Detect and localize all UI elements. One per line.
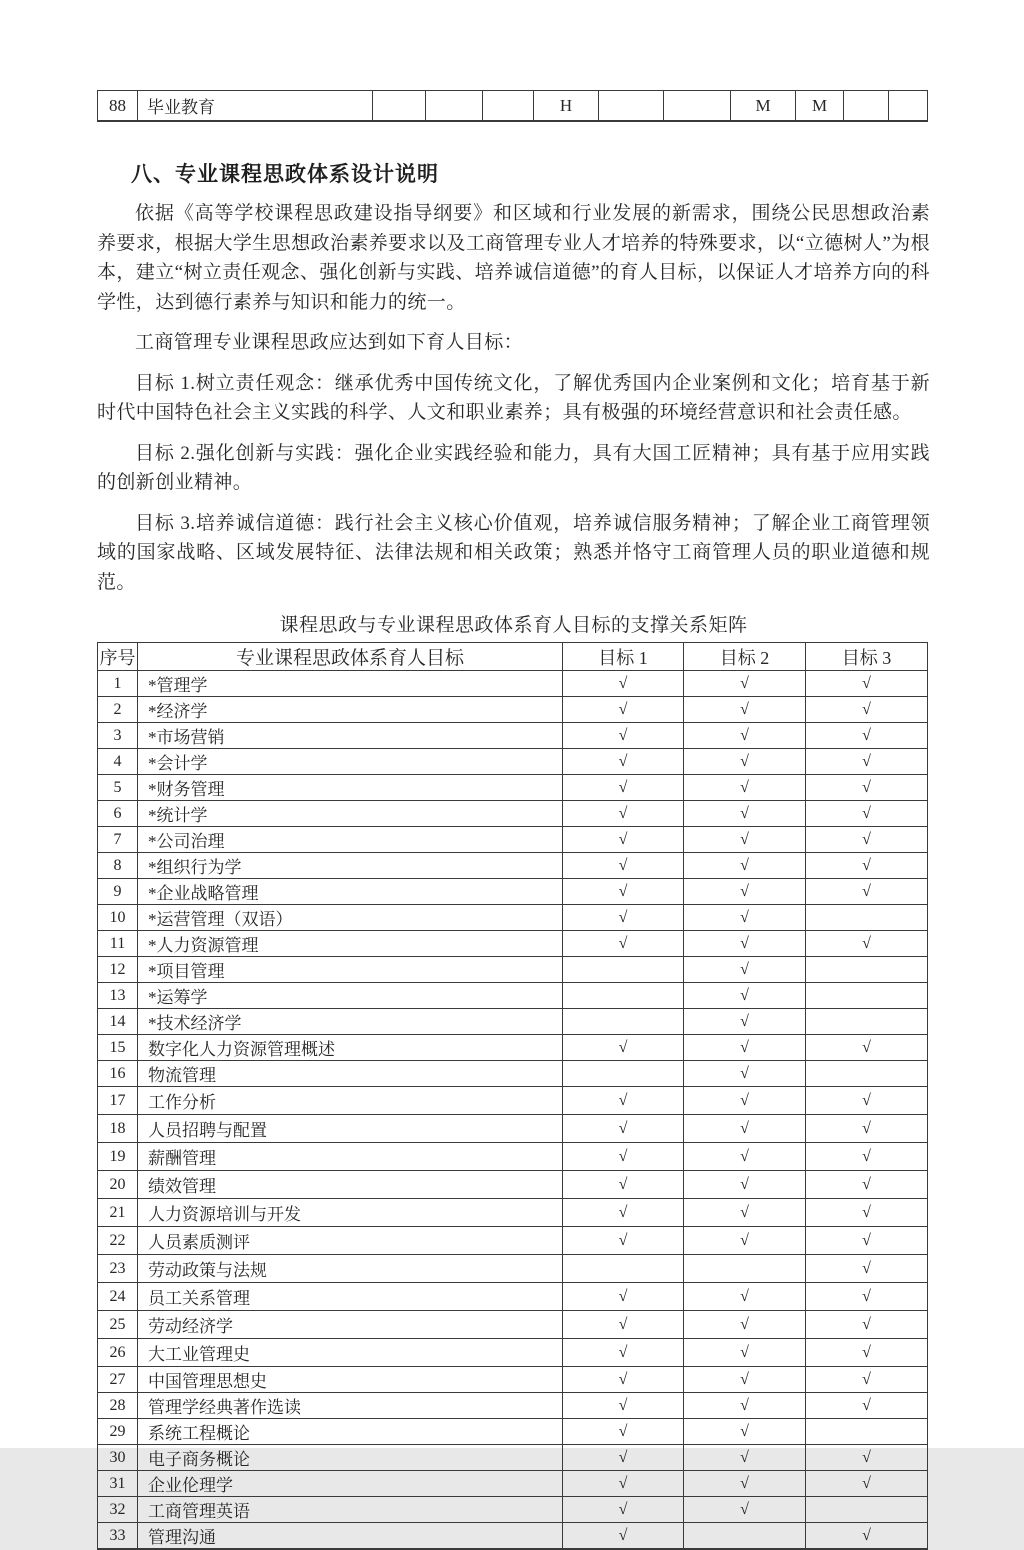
check-goal-2: √ (684, 775, 806, 801)
paragraph-goals-lead: 工商管理专业课程思政应达到如下育人目标： (135, 332, 524, 353)
check-goal-1: √ (563, 1087, 684, 1115)
check-goal-1: √ (563, 1227, 684, 1255)
row-number: 14 (98, 1009, 138, 1035)
check-goal-3: √ (806, 723, 928, 749)
course-name: 数字化人力资源管理概述 (138, 1035, 563, 1061)
matrix-row (98, 1523, 928, 1550)
row-number: 31 (98, 1471, 138, 1497)
course-name: *管理学 (138, 671, 563, 697)
matrix-row (98, 879, 928, 905)
check-goal-1: √ (563, 1497, 684, 1523)
course-name: *项目管理 (138, 957, 563, 983)
check-goal-2: √ (684, 1445, 806, 1471)
check-goal-3: √ (806, 801, 928, 827)
matrix-row (98, 671, 928, 697)
check-goal-1: √ (563, 697, 684, 723)
check-goal-3 (806, 1061, 928, 1087)
check-goal-1: √ (563, 775, 684, 801)
matrix-row (98, 1255, 928, 1283)
check-goal-3: √ (806, 1523, 928, 1550)
course-name: 系统工程概论 (138, 1419, 563, 1445)
paragraph-goal-2: 目标 2.强化创新与实践：强化企业实践经验和能力，具有大国工匠精神；具有基于应用实践的创新创业精神。 (97, 442, 930, 493)
check-goal-3: √ (806, 1171, 928, 1199)
grade-cell (483, 91, 534, 122)
grade-cell: M (731, 91, 796, 122)
matrix-row (98, 1061, 928, 1087)
row-number: 9 (98, 879, 138, 905)
support-matrix-table (97, 642, 928, 1550)
check-goal-1: √ (563, 931, 684, 957)
check-goal-3: √ (806, 1227, 928, 1255)
check-goal-3: √ (806, 775, 928, 801)
row-number: 7 (98, 827, 138, 853)
check-goal-3: √ (806, 1367, 928, 1393)
header-course-goal: 专业课程思政体系育人目标 (138, 643, 563, 671)
matrix-row (98, 801, 928, 827)
previous-table-fragment (97, 90, 928, 122)
course-name: 中国管理思想史 (138, 1367, 563, 1393)
check-goal-2: √ (684, 1115, 806, 1143)
check-goal-2: √ (684, 1419, 806, 1445)
check-goal-1: √ (563, 853, 684, 879)
check-goal-3: √ (806, 1393, 928, 1419)
row-number: 27 (98, 1367, 138, 1393)
course-name: *统计学 (138, 801, 563, 827)
matrix-row (98, 1227, 928, 1255)
check-goal-3 (806, 983, 928, 1009)
check-goal-3: √ (806, 931, 928, 957)
row-number: 10 (98, 905, 138, 931)
row-number: 4 (98, 749, 138, 775)
matrix-row (98, 1419, 928, 1445)
check-goal-1 (563, 983, 684, 1009)
matrix-row (98, 1035, 928, 1061)
course-name: *运筹学 (138, 983, 563, 1009)
matrix-row (98, 905, 928, 931)
check-goal-1: √ (563, 1283, 684, 1311)
row-number: 16 (98, 1061, 138, 1087)
row-number: 5 (98, 775, 138, 801)
check-goal-1 (563, 1255, 684, 1283)
course-name: *组织行为学 (138, 853, 563, 879)
header-goal-1: 目标 1 (563, 643, 684, 671)
check-goal-2: √ (684, 801, 806, 827)
check-goal-3: √ (806, 1035, 928, 1061)
check-goal-1 (563, 1009, 684, 1035)
matrix-row (98, 723, 928, 749)
row-number: 11 (98, 931, 138, 957)
check-goal-1: √ (563, 1523, 684, 1550)
section-heading: 八、专业课程思政体系设计说明 (131, 163, 439, 186)
matrix-row (98, 1171, 928, 1199)
grade-cell (426, 91, 483, 122)
check-goal-2: √ (684, 1339, 806, 1367)
course-name: 管理沟通 (138, 1523, 563, 1550)
grade-cell (844, 91, 889, 122)
matrix-row (98, 827, 928, 853)
check-goal-3 (806, 957, 928, 983)
row-number: 6 (98, 801, 138, 827)
row-number: 22 (98, 1227, 138, 1255)
row-number: 25 (98, 1311, 138, 1339)
check-goal-2: √ (684, 1497, 806, 1523)
check-goal-1: √ (563, 1143, 684, 1171)
row-number: 24 (98, 1283, 138, 1311)
course-name: *财务管理 (138, 775, 563, 801)
check-goal-1 (563, 957, 684, 983)
check-goal-1: √ (563, 1393, 684, 1419)
matrix-row (98, 1143, 928, 1171)
matrix-row (98, 1199, 928, 1227)
body-text (97, 199, 930, 597)
matrix-row (98, 1445, 928, 1471)
matrix-body (98, 671, 928, 1550)
check-goal-3: √ (806, 827, 928, 853)
header-index: 序号 (98, 643, 138, 671)
check-goal-1: √ (563, 879, 684, 905)
check-goal-2: √ (684, 983, 806, 1009)
check-goal-2: √ (684, 1227, 806, 1255)
grade-cell: M (796, 91, 844, 122)
course-name: 工商管理英语 (138, 1497, 563, 1523)
row-number: 2 (98, 697, 138, 723)
row-number: 20 (98, 1171, 138, 1199)
course-name: *经济学 (138, 697, 563, 723)
check-goal-2: √ (684, 1199, 806, 1227)
course-name: *运营管理（双语） (138, 905, 563, 931)
matrix-row (98, 1283, 928, 1311)
check-goal-3: √ (806, 697, 928, 723)
check-goal-1: √ (563, 801, 684, 827)
matrix-row (98, 749, 928, 775)
course-name: 人力资源培训与开发 (138, 1199, 563, 1227)
check-goal-1: √ (563, 1311, 684, 1339)
course-name: *公司治理 (138, 827, 563, 853)
check-goal-3: √ (806, 1339, 928, 1367)
check-goal-1: √ (563, 1199, 684, 1227)
row-number: 32 (98, 1497, 138, 1523)
row-number: 33 (98, 1523, 138, 1550)
check-goal-3: √ (806, 749, 928, 775)
check-goal-1: √ (563, 1339, 684, 1367)
check-goal-2: √ (684, 1087, 806, 1115)
row-number: 12 (98, 957, 138, 983)
matrix-row (98, 957, 928, 983)
check-goal-1: √ (563, 1367, 684, 1393)
row-number: 29 (98, 1419, 138, 1445)
matrix-row (98, 1393, 928, 1419)
check-goal-2: √ (684, 749, 806, 775)
check-goal-3: √ (806, 671, 928, 697)
matrix-row (98, 1115, 928, 1143)
check-goal-1: √ (563, 1035, 684, 1061)
table-row (98, 91, 928, 122)
matrix-row (98, 1009, 928, 1035)
course-name: 毕业教育 (138, 91, 373, 122)
check-goal-1 (563, 1061, 684, 1087)
row-number: 1 (98, 671, 138, 697)
check-goal-1: √ (563, 1419, 684, 1445)
check-goal-1: √ (563, 827, 684, 853)
matrix-row (98, 1471, 928, 1497)
row-number: 23 (98, 1255, 138, 1283)
course-name: *会计学 (138, 749, 563, 775)
check-goal-2 (684, 1255, 806, 1283)
matrix-row (98, 1087, 928, 1115)
matrix-row (98, 1311, 928, 1339)
matrix-row (98, 853, 928, 879)
course-name: 薪酬管理 (138, 1143, 563, 1171)
grade-cell: H (534, 91, 599, 122)
check-goal-2: √ (684, 1367, 806, 1393)
check-goal-3 (806, 1419, 928, 1445)
matrix-row (98, 983, 928, 1009)
check-goal-1: √ (563, 671, 684, 697)
course-name: 绩效管理 (138, 1171, 563, 1199)
check-goal-1: √ (563, 1115, 684, 1143)
row-number: 28 (98, 1393, 138, 1419)
course-name: 人员招聘与配置 (138, 1115, 563, 1143)
check-goal-3: √ (806, 1115, 928, 1143)
check-goal-2: √ (684, 827, 806, 853)
course-name: 人员素质测评 (138, 1227, 563, 1255)
check-goal-3: √ (806, 853, 928, 879)
grade-cell (599, 91, 664, 122)
header-goal-2: 目标 2 (684, 643, 806, 671)
course-name: 管理学经典著作选读 (138, 1393, 563, 1419)
matrix-row (98, 697, 928, 723)
course-name: *企业战略管理 (138, 879, 563, 905)
check-goal-2: √ (684, 1283, 806, 1311)
course-name: 员工关系管理 (138, 1283, 563, 1311)
course-name: 电子商务概论 (138, 1445, 563, 1471)
check-goal-3: √ (806, 1283, 928, 1311)
row-number: 26 (98, 1339, 138, 1367)
row-number: 13 (98, 983, 138, 1009)
check-goal-2 (684, 1523, 806, 1550)
check-goal-2: √ (684, 957, 806, 983)
check-goal-2: √ (684, 1061, 806, 1087)
paragraph-goal-1: 目标 1.树立责任观念：继承优秀中国传统文化，了解优秀国内企业案例和文化；培育基于新时代中国特色社会主义实践的科学、人文和职业素养；具有极强的环境经营意识和社会责任感。 (97, 372, 930, 423)
check-goal-1: √ (563, 723, 684, 749)
grade-cell (889, 91, 928, 122)
check-goal-1: √ (563, 1471, 684, 1497)
course-name: 大工业管理史 (138, 1339, 563, 1367)
row-number: 21 (98, 1199, 138, 1227)
course-name: 劳动经济学 (138, 1311, 563, 1339)
check-goal-3: √ (806, 1471, 928, 1497)
check-goal-3: √ (806, 1087, 928, 1115)
row-number: 15 (98, 1035, 138, 1061)
matrix-row (98, 931, 928, 957)
check-goal-2: √ (684, 1471, 806, 1497)
row-number: 17 (98, 1087, 138, 1115)
row-number: 19 (98, 1143, 138, 1171)
row-number: 3 (98, 723, 138, 749)
header-goal-3: 目标 3 (806, 643, 928, 671)
check-goal-3: √ (806, 1311, 928, 1339)
matrix-row (98, 775, 928, 801)
grade-cell (373, 91, 426, 122)
check-goal-2: √ (684, 697, 806, 723)
check-goal-3: √ (806, 1255, 928, 1283)
check-goal-2: √ (684, 1009, 806, 1035)
course-name: 劳动政策与法规 (138, 1255, 563, 1283)
check-goal-2: √ (684, 1171, 806, 1199)
check-goal-1: √ (563, 1171, 684, 1199)
check-goal-2: √ (684, 671, 806, 697)
check-goal-2: √ (684, 931, 806, 957)
paragraph-intro: 依据《高等学校课程思政建设指导纲要》和区域和行业发展的新需求，围绕公民思想政治素养要求，根据大学生思想政治素养要求以及工商管理专业人才培养的特殊要求，以“立德树人”为根本，建立“树立责任观念、强化创新与实践、培养诚信道德”的育人目标，以保证人才培养方向的科学性，达到德行素养与知识和能力的统一。 (97, 203, 930, 313)
check-goal-3 (806, 1497, 928, 1523)
matrix-row (98, 1339, 928, 1367)
check-goal-2: √ (684, 905, 806, 931)
check-goal-2: √ (684, 853, 806, 879)
check-goal-3: √ (806, 1143, 928, 1171)
check-goal-2: √ (684, 879, 806, 905)
row-number: 30 (98, 1445, 138, 1471)
row-number: 18 (98, 1115, 138, 1143)
course-name: 工作分析 (138, 1087, 563, 1115)
matrix-row (98, 1367, 928, 1393)
matrix-row (98, 1497, 928, 1523)
check-goal-1: √ (563, 905, 684, 931)
check-goal-3 (806, 905, 928, 931)
check-goal-3 (806, 1009, 928, 1035)
check-goal-3: √ (806, 1199, 928, 1227)
check-goal-1: √ (563, 1445, 684, 1471)
check-goal-1: √ (563, 749, 684, 775)
matrix-header-row (98, 643, 928, 671)
check-goal-2: √ (684, 1035, 806, 1061)
page-content (97, 90, 930, 1550)
course-name: 企业伦理学 (138, 1471, 563, 1497)
matrix-title: 课程思政与专业课程思政体系育人目标的支撑关系矩阵 (279, 615, 748, 636)
check-goal-2: √ (684, 1311, 806, 1339)
row-number: 8 (98, 853, 138, 879)
course-name: *人力资源管理 (138, 931, 563, 957)
check-goal-2: √ (684, 1143, 806, 1171)
check-goal-2: √ (684, 723, 806, 749)
check-goal-3: √ (806, 1445, 928, 1471)
paragraph-goal-3: 目标 3.培养诚信道德：践行社会主义核心价值观，培养诚信服务精神；了解企业工商管理领域的国家战略、区域发展特征、法律法规和相关政策；熟悉并恪守工商管理人员的职业道德和规范。 (97, 512, 930, 593)
course-name: 物流管理 (138, 1061, 563, 1087)
grade-cell (664, 91, 731, 122)
row-number: 88 (98, 91, 138, 122)
check-goal-3: √ (806, 879, 928, 905)
check-goal-2: √ (684, 1393, 806, 1419)
course-name: *市场营销 (138, 723, 563, 749)
course-name: *技术经济学 (138, 1009, 563, 1035)
